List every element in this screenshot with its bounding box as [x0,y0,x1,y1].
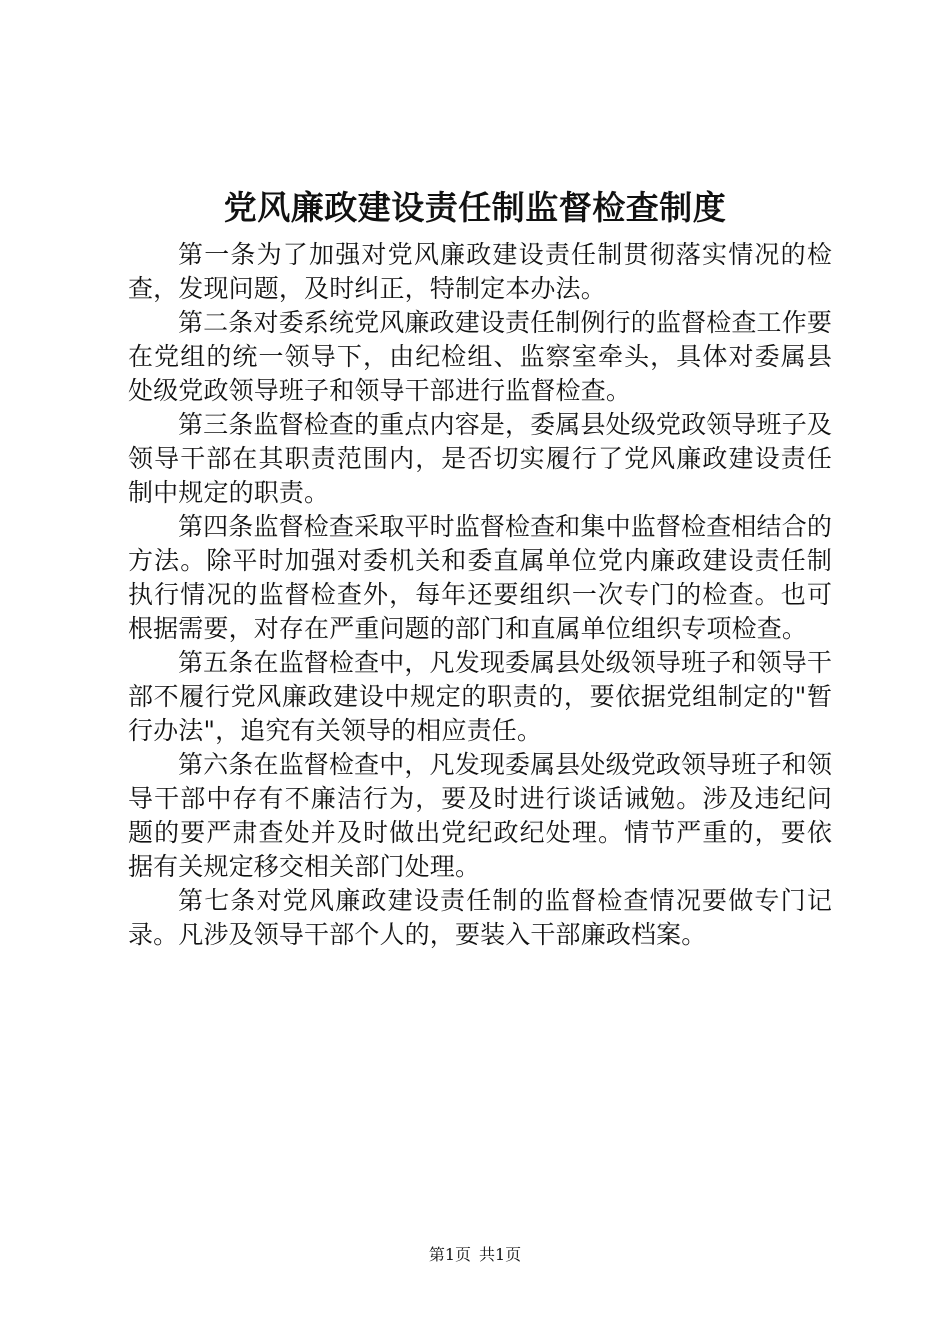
article-6: 第六条在监督检查中，凡发现委属县处级党政领导班子和领导干部中存有不廉洁行为，要及时进行谈话诫勉。涉及违纪问题的要严肃查处并及时做出党纪政纪处理。情节严重的，要依据有关规定移交相关部门处理。 [128,750,832,881]
article-4: 第四条监督检查采取平时监督检查和集中监督检查相结合的方法。除平时加强对委机关和委直属单位党内廉政建设责任制执行情况的监督检查外，每年还要组织一次专门的检查。也可根据需要，对存在严重问题的部门和直属单位组织专项检查。 [128,512,832,643]
page-number: 第1页 [428,1245,471,1264]
article-7: 第七条对党风廉政建设责任制的监督检查情况要做专门记录。凡涉及领导干部个人的，要装入干部廉政档案。 [128,886,832,949]
document-title: 党风廉政建设责任制监督检查制度 [223,188,727,227]
page-footer [0,1244,950,1266]
article-2: 第二条对委系统党风廉政建设责任制例行的监督检查工作要在党组的统一领导下，由纪检组、监察室牵头，具体对委属县处级党政领导班子和领导干部进行监督检查。 [128,308,832,405]
document-body [128,238,832,952]
page-total: 共1页 [479,1245,522,1264]
article-3: 第三条监督检查的重点内容是，委属县处级党政领导班子及领导干部在其职责范围内，是否切实履行了党风廉政建设责任制中规定的职责。 [128,410,832,507]
article-5: 第五条在监督检查中，凡发现委属县处级领导班子和领导干部不履行党风廉政建设中规定的职责的，要依据党组制定的"暂行办法"，追究有关领导的相应责任。 [128,648,832,745]
article-1: 第一条为了加强对党风廉政建设责任制贯彻落实情况的检查，发现问题，及时纠正，特制定本办法。 [128,240,832,303]
